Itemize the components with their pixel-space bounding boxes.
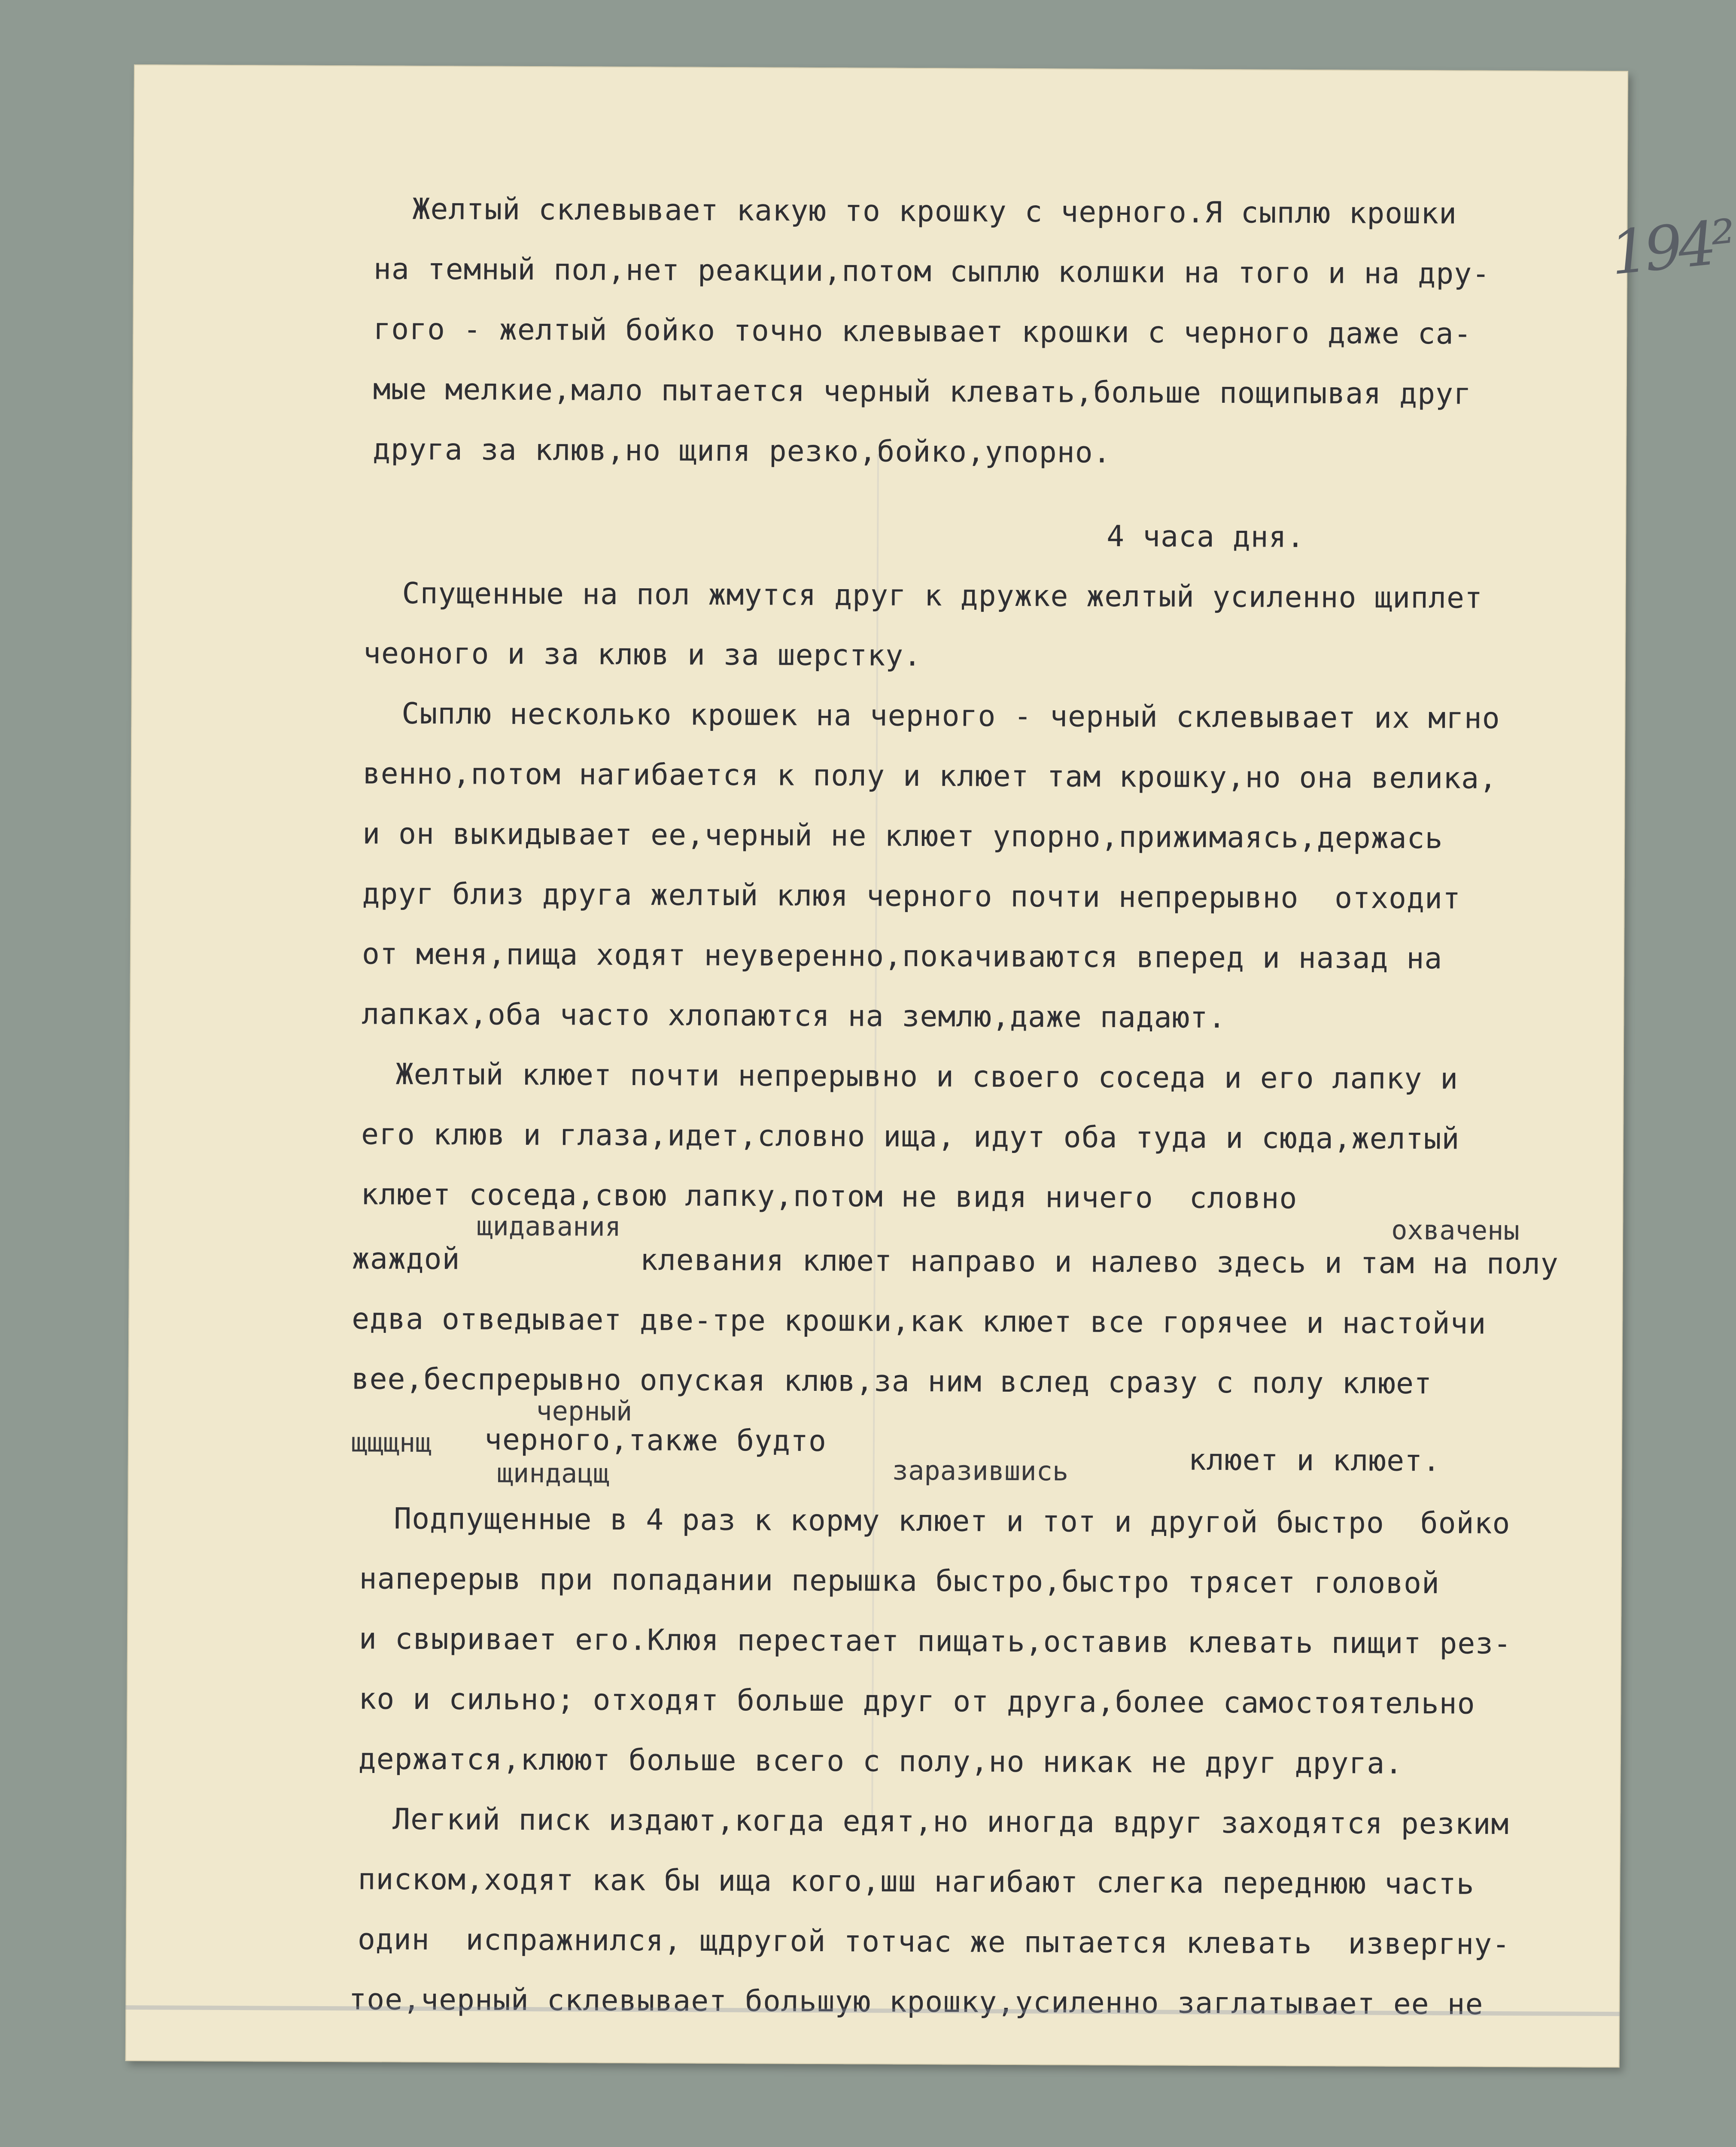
text-line: Подпущенные в 4 раз к корму клюет и тот и другой быстро бойко (394, 1502, 1511, 1541)
text-line: чеоного и за клюв и за шерстку. (363, 636, 922, 673)
text-line: от меня,пища ходят неуверенно,покачиваются вперед и назад на (362, 937, 1443, 976)
text-line: ко и сильно; отходят больше друг от друга,более самостоятельно (359, 1682, 1475, 1721)
text-line: Желтый склевывает какую то крошку с черного.Я сыплю крошки (412, 192, 1457, 231)
text-line: Легкий писк издают,когда едят,но иногда вдруг заходятся резким (392, 1802, 1509, 1842)
text-line: и свыривает его.Клюя перестает пищать,оставив клевать пищит рез- (359, 1622, 1512, 1661)
text-line: друг близ друга желтый клюя черного почти непрерывно отходит (362, 877, 1461, 916)
overtyped-word: черный (536, 1395, 632, 1427)
text-line: на темный пол,нет реакции,потом сыплю колшки на того и на дру- (373, 252, 1490, 291)
document-sheet (125, 64, 1735, 2068)
text-line: писком,ходят как бы ища кого,шш нагибают слегка переднюю часть (358, 1862, 1475, 1901)
text-line: жаждой клевания клюет направо и налево здесь и там на полу (352, 1242, 1559, 1281)
overtyped-word: заразившись (892, 1454, 1069, 1487)
text-line: Сыплю несколько крошек на черного - черный склевывает их мгно (401, 696, 1500, 736)
text-line: мые мелкие,мало пытается черный клевать,больше пощипывая друг (373, 372, 1472, 411)
overtyped-word: охвачены (1391, 1214, 1520, 1247)
text-line: наперерыв при попадании перышка быстро,быстро трясет головой (359, 1562, 1440, 1601)
overtyped-word: щидавания (477, 1210, 621, 1242)
text-line: и он выкидывает ее,черный не клюет упорно,прижимаясь,держась (362, 817, 1443, 856)
time-heading: 4 часа дня. (1107, 519, 1305, 554)
text-line: клюет и клюет. (1188, 1443, 1441, 1478)
text-line: тое,черный склевывает большую крошку,усиленно заглатывает ее не (349, 1983, 1484, 2022)
text-line faint: едва отведывает две-тре крошки,как клюет все горячее и настойчи (352, 1302, 1487, 1341)
text-line: друга за клюв,но щипя резко,бойко,упорно. (372, 432, 1111, 470)
text-line: Спущенные на пол жмутся друг к дружке желтый усиленно щиплет (402, 576, 1483, 615)
text-line: вее,беспрерывно опуская клюв,за ним вслед сразу с полу клюет (351, 1362, 1432, 1401)
overtyped-word: щщщнщ (351, 1426, 432, 1459)
text-line: его клюв и глаза,идет,словно ища, идут оба туда и сюда,желтый (361, 1117, 1460, 1156)
text-line: Желтый клюет почти непрерывно и своего соседа и его лапку и (395, 1057, 1459, 1096)
text-line: венно,потом нагибается к полу и клюет там крошку,но она велика, (362, 757, 1498, 796)
text-line: лапках,оба часто хлопаются на землю,даже падают. (362, 997, 1226, 1035)
text-line: клюет соседа,свою лапку,потом не видя ничего словно (361, 1177, 1298, 1216)
text-line: гого - желтый бойко точно клевывает крошки с черного даже са- (373, 312, 1472, 351)
folio-number: 194² (1607, 207, 1735, 289)
overtyped-word: щиндацщ (497, 1457, 610, 1489)
text-line: держатся,клюют больше всего с полу,но никак не друг друга. (358, 1742, 1403, 1781)
text-line: черного,также будто (484, 1423, 827, 1459)
text-line: один испражнился, щдругой тотчас же пытается клевать извергну- (357, 1922, 1511, 1962)
